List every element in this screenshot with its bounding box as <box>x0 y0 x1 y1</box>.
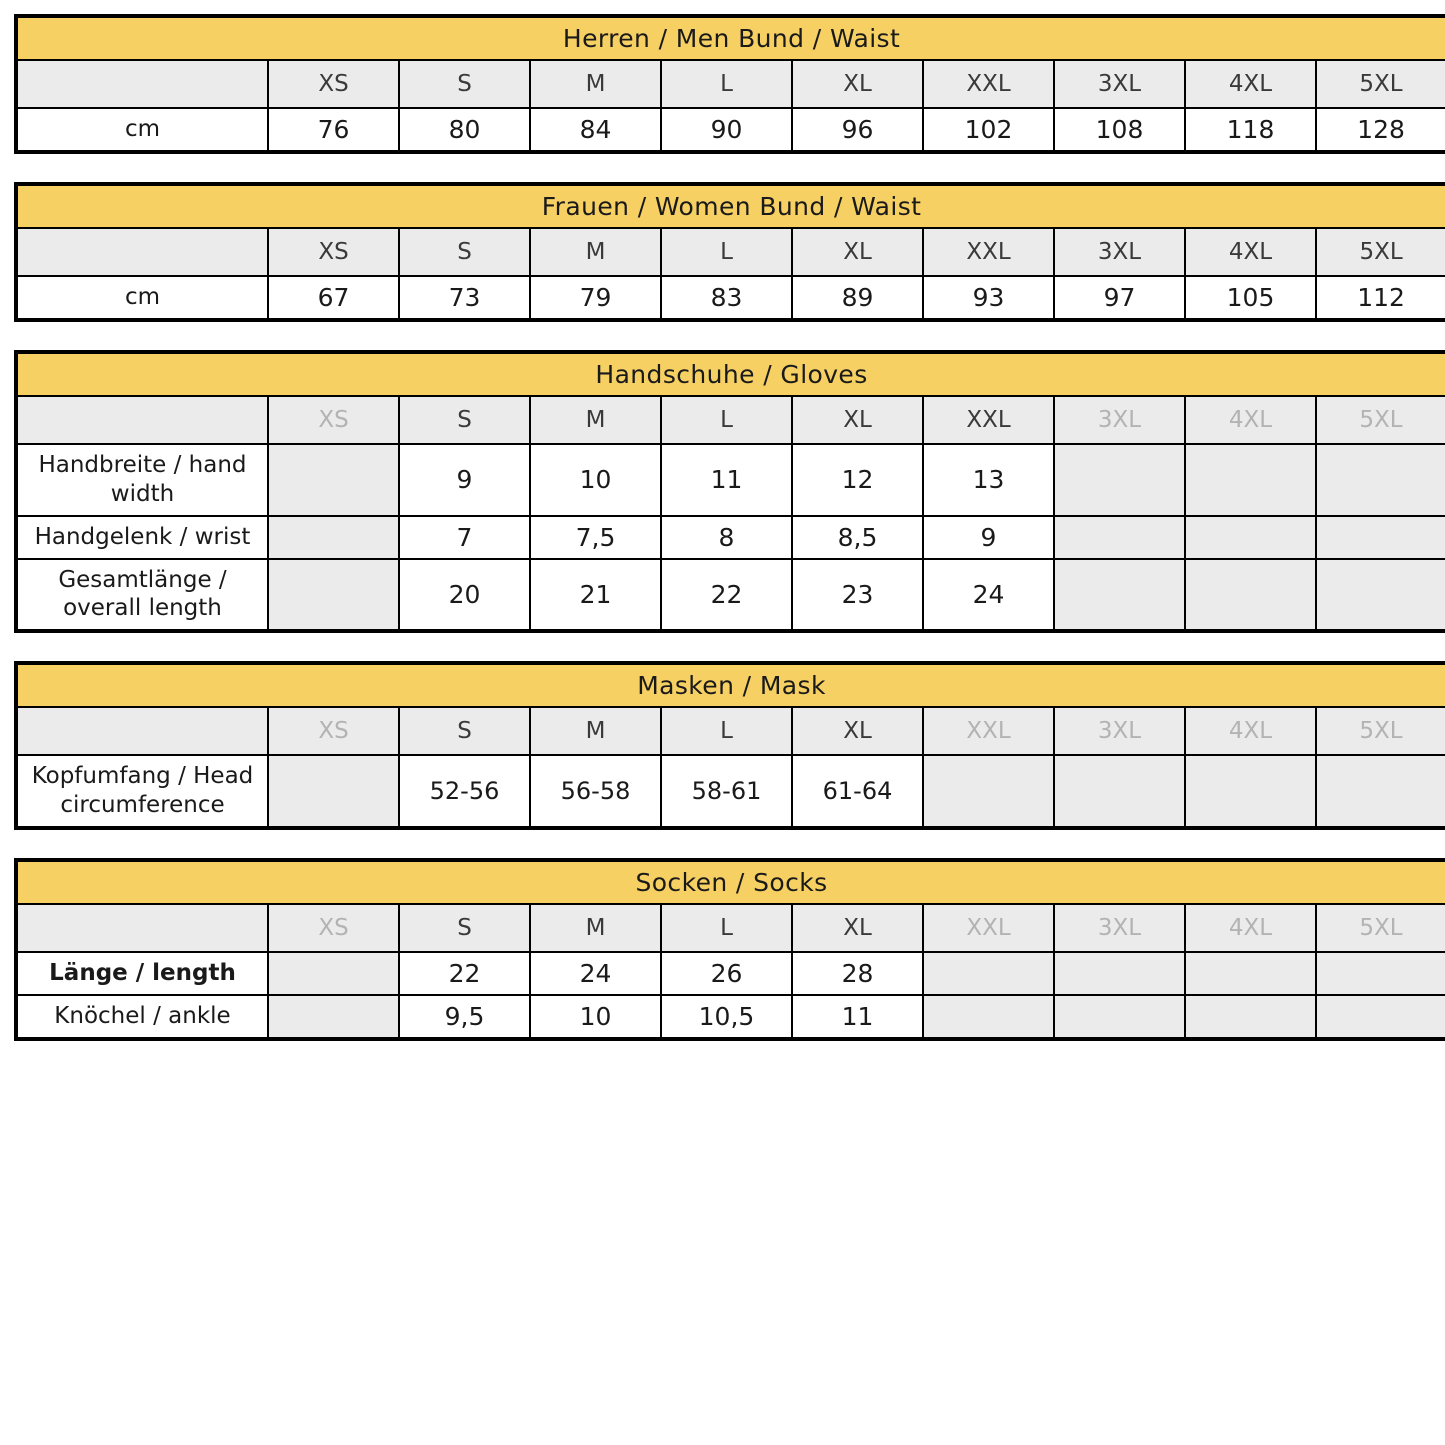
row-label-header <box>16 904 268 952</box>
row-label: Knöchel / ankle <box>16 995 268 1039</box>
size-table-socks <box>14 858 1445 1041</box>
size-header-s: S <box>399 60 530 108</box>
cell-value: 8,5 <box>792 516 923 559</box>
size-header-l: L <box>661 60 792 108</box>
row-label-header <box>16 60 268 108</box>
size-header-4xl: 4XL <box>1185 904 1316 952</box>
row-label: cm <box>16 276 268 320</box>
size-header-xl: XL <box>792 707 923 755</box>
cell-value: 73 <box>399 276 530 320</box>
size-header-xxl: XXL <box>923 904 1054 952</box>
size-header-xl: XL <box>792 60 923 108</box>
cell-value <box>268 755 399 828</box>
cell-value: 7,5 <box>530 516 661 559</box>
cell-value <box>1316 755 1445 828</box>
cell-value: 67 <box>268 276 399 320</box>
table-title: Handschuhe / Gloves <box>16 352 1445 396</box>
cell-value <box>1185 559 1316 632</box>
cell-value: 8 <box>661 516 792 559</box>
size-table-men-waist <box>14 14 1445 154</box>
table-title-row <box>16 352 1445 396</box>
size-header-s: S <box>399 228 530 276</box>
size-header-5xl: 5XL <box>1316 396 1445 444</box>
cell-value: 128 <box>1316 108 1445 152</box>
cell-value: 61-64 <box>792 755 923 828</box>
size-header-l: L <box>661 707 792 755</box>
cell-value: 22 <box>399 952 530 995</box>
size-header-s: S <box>399 707 530 755</box>
cell-value <box>268 559 399 632</box>
table-title: Frauen / Women Bund / Waist <box>16 184 1445 228</box>
size-table-women-waist <box>14 182 1445 322</box>
table-title-row <box>16 860 1445 904</box>
size-header-row <box>16 228 1445 276</box>
size-header-row <box>16 707 1445 755</box>
cell-value: 10 <box>530 444 661 516</box>
cell-value <box>923 755 1054 828</box>
cell-value <box>1054 516 1185 559</box>
table-row <box>16 995 1445 1039</box>
cell-value: 102 <box>923 108 1054 152</box>
cell-value <box>1054 755 1185 828</box>
size-header-xs: XS <box>268 396 399 444</box>
cell-value: 24 <box>923 559 1054 632</box>
cell-value: 76 <box>268 108 399 152</box>
cell-value: 105 <box>1185 276 1316 320</box>
cell-value: 52-56 <box>399 755 530 828</box>
cell-value: 28 <box>792 952 923 995</box>
size-header-xl: XL <box>792 228 923 276</box>
cell-value: 11 <box>661 444 792 516</box>
table-row <box>16 755 1445 828</box>
table-title: Herren / Men Bund / Waist <box>16 16 1445 60</box>
size-header-l: L <box>661 904 792 952</box>
size-header-m: M <box>530 707 661 755</box>
cell-value <box>923 952 1054 995</box>
table-row <box>16 516 1445 559</box>
size-header-l: L <box>661 228 792 276</box>
table-row <box>16 108 1445 152</box>
cell-value <box>1054 444 1185 516</box>
cell-value: 24 <box>530 952 661 995</box>
size-header-4xl: 4XL <box>1185 60 1316 108</box>
row-label-header <box>16 396 268 444</box>
cell-value <box>923 995 1054 1039</box>
cell-value <box>1316 444 1445 516</box>
table-row <box>16 444 1445 516</box>
cell-value: 9 <box>399 444 530 516</box>
cell-value: 97 <box>1054 276 1185 320</box>
size-header-m: M <box>530 396 661 444</box>
row-label-header <box>16 707 268 755</box>
row-label: Gesamtlänge / overall length <box>16 559 268 632</box>
size-table-gloves <box>14 350 1445 633</box>
cell-value <box>1185 516 1316 559</box>
cell-value: 89 <box>792 276 923 320</box>
cell-value: 22 <box>661 559 792 632</box>
size-header-s: S <box>399 904 530 952</box>
row-label: Länge / length <box>16 952 268 995</box>
size-header-m: M <box>530 228 661 276</box>
size-header-xxl: XXL <box>923 396 1054 444</box>
row-label: Kopfumfang / Head circumference <box>16 755 268 828</box>
cell-value <box>268 995 399 1039</box>
cell-value: 58-61 <box>661 755 792 828</box>
table-row <box>16 952 1445 995</box>
table-title-row <box>16 184 1445 228</box>
cell-value: 90 <box>661 108 792 152</box>
cell-value: 26 <box>661 952 792 995</box>
size-header-3xl: 3XL <box>1054 228 1185 276</box>
cell-value <box>268 444 399 516</box>
cell-value: 80 <box>399 108 530 152</box>
row-label-header <box>16 228 268 276</box>
size-header-5xl: 5XL <box>1316 904 1445 952</box>
cell-value: 21 <box>530 559 661 632</box>
cell-value: 9,5 <box>399 995 530 1039</box>
cell-value: 10 <box>530 995 661 1039</box>
cell-value: 84 <box>530 108 661 152</box>
cell-value <box>1316 995 1445 1039</box>
size-header-s: S <box>399 396 530 444</box>
cell-value: 83 <box>661 276 792 320</box>
size-table-mask <box>14 661 1445 830</box>
table-row <box>16 276 1445 320</box>
size-header-4xl: 4XL <box>1185 396 1316 444</box>
size-header-xxl: XXL <box>923 707 1054 755</box>
cell-value: 112 <box>1316 276 1445 320</box>
size-header-xs: XS <box>268 228 399 276</box>
row-label: cm <box>16 108 268 152</box>
cell-value <box>1185 755 1316 828</box>
table-row <box>16 559 1445 632</box>
cell-value: 23 <box>792 559 923 632</box>
size-header-5xl: 5XL <box>1316 707 1445 755</box>
size-header-xl: XL <box>792 396 923 444</box>
table-title-row <box>16 16 1445 60</box>
cell-value: 11 <box>792 995 923 1039</box>
size-header-xs: XS <box>268 904 399 952</box>
size-header-m: M <box>530 60 661 108</box>
row-label: Handgelenk / wrist <box>16 516 268 559</box>
size-header-3xl: 3XL <box>1054 707 1185 755</box>
size-header-3xl: 3XL <box>1054 60 1185 108</box>
row-label: Handbreite / hand width <box>16 444 268 516</box>
cell-value <box>1185 952 1316 995</box>
cell-value <box>1316 516 1445 559</box>
size-header-3xl: 3XL <box>1054 904 1185 952</box>
cell-value <box>268 516 399 559</box>
cell-value: 7 <box>399 516 530 559</box>
cell-value: 79 <box>530 276 661 320</box>
size-header-4xl: 4XL <box>1185 228 1316 276</box>
size-header-xs: XS <box>268 707 399 755</box>
table-title-row <box>16 663 1445 707</box>
cell-value: 96 <box>792 108 923 152</box>
cell-value: 56-58 <box>530 755 661 828</box>
cell-value <box>1185 995 1316 1039</box>
cell-value: 118 <box>1185 108 1316 152</box>
table-title: Masken / Mask <box>16 663 1445 707</box>
cell-value: 93 <box>923 276 1054 320</box>
size-header-xxl: XXL <box>923 60 1054 108</box>
size-header-row <box>16 60 1445 108</box>
cell-value: 20 <box>399 559 530 632</box>
size-header-3xl: 3XL <box>1054 396 1185 444</box>
table-title: Socken / Socks <box>16 860 1445 904</box>
cell-value <box>1054 952 1185 995</box>
size-header-xxl: XXL <box>923 228 1054 276</box>
size-header-5xl: 5XL <box>1316 228 1445 276</box>
cell-value: 108 <box>1054 108 1185 152</box>
size-header-l: L <box>661 396 792 444</box>
cell-value <box>1316 559 1445 632</box>
cell-value: 9 <box>923 516 1054 559</box>
size-header-5xl: 5XL <box>1316 60 1445 108</box>
cell-value <box>268 952 399 995</box>
size-header-xl: XL <box>792 904 923 952</box>
size-header-4xl: 4XL <box>1185 707 1316 755</box>
cell-value <box>1316 952 1445 995</box>
size-header-m: M <box>530 904 661 952</box>
cell-value: 12 <box>792 444 923 516</box>
cell-value <box>1185 444 1316 516</box>
cell-value <box>1054 995 1185 1039</box>
cell-value <box>1054 559 1185 632</box>
size-header-row <box>16 904 1445 952</box>
size-header-row <box>16 396 1445 444</box>
size-header-xs: XS <box>268 60 399 108</box>
cell-value: 10,5 <box>661 995 792 1039</box>
cell-value: 13 <box>923 444 1054 516</box>
